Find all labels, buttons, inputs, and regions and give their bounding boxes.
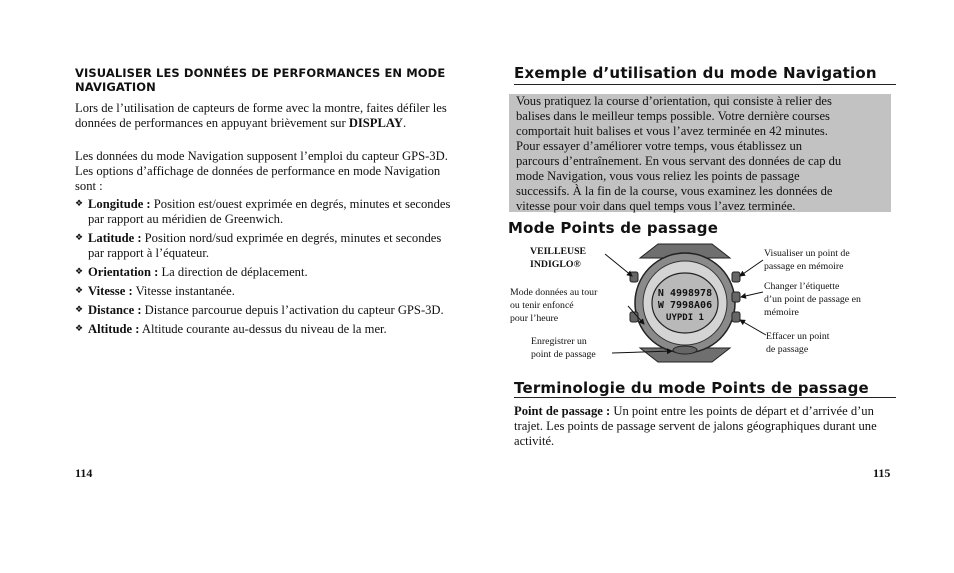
example-line: mode Navigation, vous vous reliez les points de passage: [516, 169, 800, 183]
caption-line: Effacer un point: [766, 331, 830, 342]
section-heading-points-de-passage: Mode Points de passage: [508, 219, 719, 237]
paragraph-intro: [75, 101, 453, 131]
watch-illustration: [600, 240, 770, 365]
list-item-term: Distance :: [88, 303, 142, 317]
caption-line: ou tenir enfoncé: [510, 300, 574, 311]
definition-term: Point de passage :: [514, 404, 611, 418]
arrow-changer: [741, 292, 763, 297]
list-item-term: Orientation :: [88, 265, 159, 279]
caption-line: Mode données au tour: [510, 287, 598, 298]
list-item: [75, 197, 453, 227]
list-item: [75, 284, 453, 299]
caption-changer-etiquette: [764, 280, 892, 319]
list-item-text: Position nord/sud exprimée en degrés, minutes et secondes par rapport à l’équateur.: [88, 231, 442, 260]
section-heading-visualiser: VISUALISER LES DONNÉES DE PERFORMANCES EN MODE NAVIGATION: [75, 66, 446, 94]
bullet-icon: ❖: [75, 304, 84, 314]
bullet-icon: ❖: [75, 266, 84, 276]
example-line: successifs. À la fin de la course, vous examinez les données de: [516, 184, 833, 198]
caption-line: d’un point de passage en: [764, 294, 861, 305]
example-line: parcours d’entraînement. En vous servant des données de cap du: [516, 154, 842, 168]
display-line: W 7998A06: [657, 300, 713, 311]
example-line: Vous pratiquez la course d’orientation, qui consiste à relier des: [516, 94, 832, 108]
example-line: comportait huit balises et vous l’avez terminée en 42 minutes.: [516, 124, 828, 138]
caption-line: passage en mémoire: [764, 261, 844, 272]
paragraph-options: Les données du mode Navigation supposent l’emploi du capteur GPS-3D. Les options d’affichage de données de performance en mode Navigation sont :: [75, 149, 448, 193]
caption-line: VEILLEUSE: [530, 246, 587, 257]
list-item: [75, 231, 453, 261]
page-number-right: 115: [873, 466, 891, 480]
list-item-text: Position est/ouest exprimée en degrés, minutes et secondes par rapport au méridien de Greenwich.: [88, 197, 451, 226]
caption-line: Visualiser un point de: [764, 248, 850, 259]
arrow-effacer: [740, 320, 766, 335]
options-list: [75, 197, 453, 341]
list-item: [75, 303, 453, 318]
section-heading-terminologie: Terminologie du mode Points de passage: [514, 379, 869, 397]
list-item-term: Longitude :: [88, 197, 151, 211]
caption-visualiser: [764, 247, 892, 273]
list-item-text: Altitude courante au-dessus du niveau de la mer.: [139, 322, 387, 336]
caption-line: pour l’heure: [510, 313, 559, 324]
display-line: N 4998978: [657, 288, 713, 299]
caption-line: mémoire: [764, 307, 799, 318]
example-line: Pour essayer d’améliorer votre temps, vous établissez un: [516, 139, 803, 153]
section-heading-exemple: Exemple d’utilisation du mode Navigation: [514, 64, 877, 82]
record-button-icon: [673, 346, 697, 354]
caption-effacer: [766, 330, 894, 356]
paragraph-intro-end: .: [402, 116, 407, 130]
arrow-veilleuse: [605, 254, 632, 276]
delete-button-icon: [732, 312, 740, 322]
caption-line: Enregistrer un: [531, 336, 587, 347]
bullet-icon: ❖: [75, 232, 84, 242]
list-item-text: Distance parcourue depuis l’activation du capteur GPS-3D.: [141, 303, 444, 317]
arrow-visualiser: [740, 260, 763, 276]
list-item-text: Vitesse instantanée.: [132, 284, 235, 298]
display-line: UYPDI 1: [666, 313, 704, 323]
example-line: vitesse pour voir dans quel temps vous l’avez terminée.: [516, 199, 796, 213]
heading-rule: [514, 397, 896, 398]
bullet-icon: ❖: [75, 198, 84, 208]
definition-text: Un point entre les points de départ et d’arrivée d’un trajet. Les points de passage servent de jalons géographiques durant une activité.: [514, 404, 877, 448]
list-item-term: Latitude :: [88, 231, 142, 245]
caption-line: Changer l’étiquette: [764, 281, 840, 292]
view-button-icon: [732, 272, 740, 282]
page-number-left: 114: [75, 466, 93, 480]
list-item: [75, 322, 453, 337]
bullet-icon: ❖: [75, 323, 84, 333]
indiglo-button-icon: [630, 272, 638, 282]
heading-rule: [514, 84, 896, 85]
list-item: [75, 265, 453, 280]
paragraph-definition: [514, 404, 892, 449]
list-item-term: Altitude :: [88, 322, 140, 336]
paragraph-intro-text: Lors de l’utilisation de capteurs de forme avec la montre, faites défiler les données de performances en appuyant brièvement sur: [75, 101, 447, 130]
example-line: balises dans le meilleur temps possible. Votre dernière courses: [516, 109, 830, 123]
example-box: [509, 94, 891, 212]
list-item-text: La direction de déplacement.: [158, 265, 308, 279]
caption-line: INDIGLO®: [530, 259, 581, 270]
label-button-icon: [732, 292, 740, 302]
bullet-icon: ❖: [75, 285, 84, 295]
display-button-name: DISPLAY: [348, 116, 403, 130]
caption-line: de passage: [766, 344, 809, 355]
list-item-term: Vitesse :: [88, 284, 133, 298]
caption-line: point de passage: [531, 349, 596, 360]
